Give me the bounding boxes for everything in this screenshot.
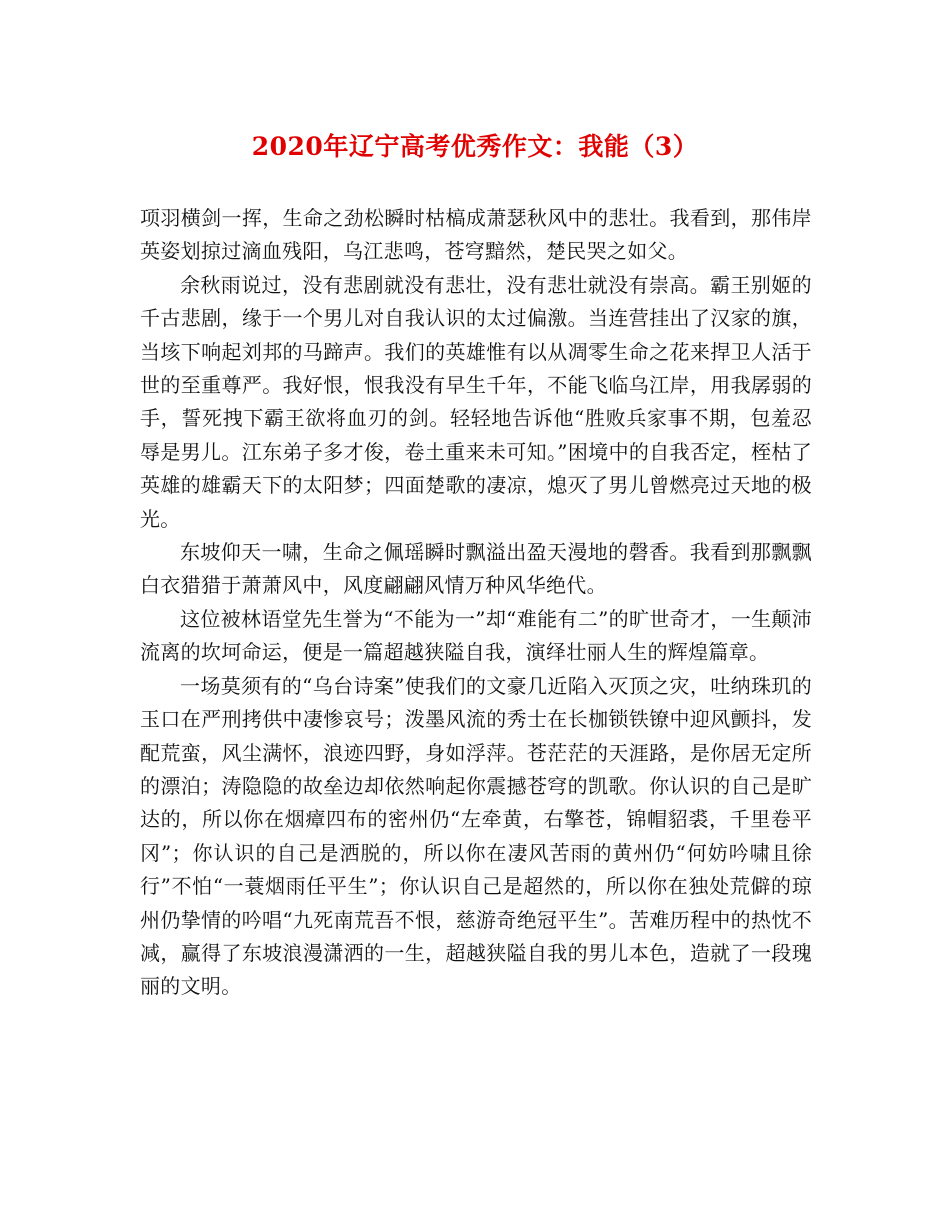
- paragraph-line: 珠玑的玉口在严刑拷供中凄惨哀号；泼墨风流的秀士在长枷锁铁镣中迎: [140, 673, 812, 732]
- paragraph: [140, 202, 812, 269]
- document-title: 2020年辽宁高考优秀作文：我能（3）: [251, 132, 699, 161]
- paragraph-line: 一生颠沛流离的坎坷命运，便是一篇超越狭隘自我，演绎壮丽人生的辉: [140, 606, 812, 665]
- paragraph-line: 姬的千古悲剧，缘于一个男儿对自我认识的太过偏激。当连营挂出了汉: [140, 272, 812, 331]
- paragraph-line: 伟岸英姿划掠过滴血残阳，乌江悲鸣，苍穹黯然，楚民哭之如父。: [140, 206, 812, 264]
- paragraph-line: 知。”困境中的自我否定，桎枯了英雄的雄霸天下的太阳梦；四面楚歌: [140, 439, 812, 498]
- paragraph: [140, 269, 812, 536]
- paragraph-line: 江岸，用我孱弱的手，誓死拽下霸王欲将血刃的剑。轻轻地告诉他“胜: [140, 373, 812, 431]
- paragraph-line: 你认识的自己是旷达的，所以你在烟瘴四布的密州仍“左牵黄，右擎苍，: [140, 773, 812, 832]
- paragraph: [140, 536, 812, 603]
- paragraph-line: 是你居无定所的漂泊；涛隐隐的故垒边却依然响起你震撼苍穹的凯歌。: [140, 740, 812, 798]
- paragraph-line: 超越狭隘自我的男儿本色，造就了一段瑰丽的文明。: [140, 940, 812, 999]
- paragraph-line: 来捍卫人活于世的至重尊严。我好恨，恨我没有早生千年，不能飞临乌: [140, 339, 812, 398]
- paragraph-line: 败兵家事不期，包羞忍辱是男儿。江东弟子多才俊，卷土重来未可: [140, 406, 813, 464]
- paragraph-line: 一场莫须有的“乌台诗案”使我们的文豪几近陷入灭顶之灾，吐纳: [180, 673, 751, 698]
- paragraph: [140, 603, 812, 670]
- paragraph: [140, 670, 812, 1004]
- paragraph-line: 飘飘白衣猎猎于萧萧风中，风度翩翩风情万种风华绝代。: [140, 540, 812, 598]
- paragraph-line: 项羽横剑一挥，生命之劲松瞬时枯槁成萧瑟秋风中的悲壮。我看到，那: [140, 206, 772, 230]
- paragraph-line: 游奇绝冠平生”。苦难历程中的热忱不减，赢得了东坡浪漫潇洒的一生，: [140, 907, 813, 965]
- paragraph-line: 的凄凉，熄灭了男儿曾燃亮过天地的极光。: [140, 473, 812, 531]
- paragraph-line: 超然的，所以你在独处荒僻的琼州仍挚情的吟唱“九死南荒吾不恨，慈: [140, 874, 812, 932]
- paragraph-line: 风颤抖，发配荒蛮，风尘满怀，浪迹四野，身如浮萍。苍茫茫的天涯路，: [140, 707, 812, 765]
- paragraph-line: 这位被林语堂先生誉为“不能为一”却“难能有二”的旷世奇才，: [180, 606, 731, 631]
- paragraph-line: 的黄州仍“何妨吟啸且徐行”不怕“一蓑烟雨任平生”；你认识自己是: [140, 840, 812, 899]
- paragraph-line: 锦帽貂裘，千里卷平冈”；你认识的自己是洒脱的，所以你在凄风苦雨: [140, 807, 812, 865]
- paragraph-line: 东坡仰天一啸，生命之佩瑶瞬时飘溢出盈天漫地的磬香。我看到那: [180, 540, 772, 565]
- paragraph-line: 余秋雨说过，没有悲剧就没有悲壮，没有悲壮就没有崇高。霸王别: [180, 272, 772, 297]
- document-body: [140, 202, 812, 1004]
- paragraph-line: 煌篇章。: [688, 640, 770, 665]
- paragraph-line: 家的旗，当垓下响起刘邦的马蹄声。我们的英雄惟有以从凋零生命之花: [140, 306, 813, 364]
